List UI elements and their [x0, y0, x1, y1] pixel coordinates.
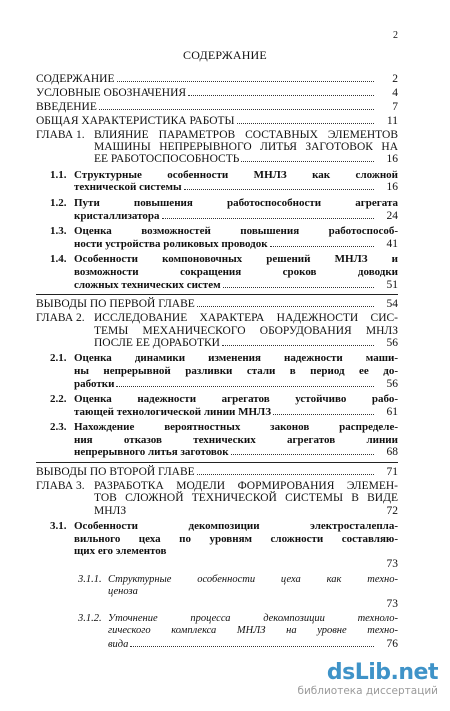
subsection-title-line: ценоза — [108, 585, 138, 597]
section-title-line: вильного цеха по уровням сложности составляю- — [74, 532, 398, 545]
chapter-title-line: ИССЛЕДОВАНИЕ ХАРАКТЕРА НАДЕЖНОСТИ СИС- — [94, 312, 398, 325]
section-page: 24 — [386, 209, 398, 222]
section-2-2[interactable] — [36, 393, 398, 418]
section-title-line: возможности сокращения сроков доводки — [74, 266, 398, 278]
dot-leader — [188, 95, 374, 96]
chapter-title-line: ЕЕ РАБОТОСПОСОБНОСТЬ — [94, 153, 240, 166]
subsection-page: 76 — [386, 637, 398, 650]
section-title-line: технической системы — [74, 181, 182, 194]
toc-entry-conclusions-2[interactable] — [36, 466, 398, 478]
dot-leader — [197, 306, 374, 307]
chapter-title-line: МНЛЗ — [94, 504, 127, 517]
section-number: 2.2. — [50, 393, 67, 406]
chapter-title-line: РАЗРАБОТКА МОДЕЛИ ФОРМИРОВАНИЯ ЭЛЕМЕН- — [94, 479, 398, 492]
chapter-number: ГЛАВА 1. — [36, 128, 85, 141]
dot-leader — [223, 287, 374, 288]
section-page: 73 — [386, 557, 398, 570]
chapter-2[interactable] — [36, 312, 398, 349]
section-title-line: ности устройства роликовых проводок — [74, 237, 268, 250]
toc-entry-page: 54 — [386, 298, 398, 311]
toc-entry-page: 11 — [386, 114, 398, 127]
section-number: 1.2. — [50, 197, 67, 210]
dot-leader — [222, 345, 374, 346]
dot-leader — [270, 246, 374, 247]
subsection-title-line: вида — [108, 638, 129, 650]
section-title-line: Оценка возможностей повышения работоспособ- — [74, 225, 398, 238]
watermark-logo: dsLib.net — [326, 660, 438, 685]
chapter-number: ГЛАВА 3. — [36, 479, 85, 492]
dot-leader — [116, 386, 374, 387]
section-number: 3.1. — [50, 520, 67, 533]
toc-entry-page: 4 — [392, 86, 398, 99]
chapter-title-line: МАШИНЫ НЕПРЕРЫВНОГО ЛИТЬЯ ЗАГОТОВОК НА — [94, 141, 398, 154]
toc-entry-label: ВЫВОДЫ ПО ВТОРОЙ ГЛАВЕ — [36, 466, 195, 479]
section-title-line: непрерывного литья заготовок — [74, 446, 229, 459]
chapter-page: 16 — [386, 153, 398, 166]
dot-leader — [237, 123, 374, 124]
section-page: 61 — [386, 405, 398, 418]
section-page: 56 — [386, 377, 398, 390]
section-title-line: Особенности декомпозиции электросталепла- — [74, 520, 398, 533]
toc-entry-label: ВВЕДЕНИЕ — [36, 100, 97, 113]
chapter-page: 72 — [386, 504, 398, 517]
section-1-3[interactable] — [36, 225, 398, 250]
toc-entry-page: 7 — [392, 100, 398, 113]
divider — [36, 462, 398, 463]
section-title-line: Оценка надежности агрегатов устойчиво рабо- — [74, 393, 398, 406]
dot-leader — [117, 81, 374, 82]
watermark-subtitle: библиотека диссертаций — [297, 685, 438, 697]
toc-entry-label: ОБЩАЯ ХАРАКТЕРИСТИКА РАБОТЫ — [36, 114, 235, 127]
toc-entry-page: 71 — [386, 466, 398, 479]
section-page: 16 — [386, 181, 398, 194]
toc-entry-label: УСЛОВНЫЕ ОБОЗНАЧЕНИЯ — [36, 86, 187, 99]
section-page: 51 — [386, 278, 398, 291]
chapter-page: 56 — [386, 336, 398, 349]
section-title-line: работки — [74, 377, 115, 390]
section-title-line: Особенности компоновочных решений МНЛЗ и — [74, 253, 398, 266]
section-2-1[interactable] — [36, 352, 398, 390]
section-title-line: кристаллизатора — [74, 209, 160, 222]
table-of-contents — [36, 73, 398, 651]
subsection-3-1-2[interactable] — [36, 613, 398, 651]
dot-leader — [197, 474, 374, 475]
dot-leader — [241, 161, 374, 162]
section-2-3[interactable] — [36, 421, 398, 459]
chapter-number: ГЛАВА 2. — [36, 312, 85, 325]
subsection-3-1-1[interactable] — [36, 574, 398, 611]
page-title: СОДЕРЖАНИЕ — [183, 48, 267, 62]
toc-entry-conclusions-1[interactable] — [36, 298, 398, 310]
dot-leader — [273, 414, 374, 415]
subsection-title-line: Уточнение процесса декомпозиции техноло- — [108, 613, 398, 625]
section-title-line: ния отказов технических агрегатов линии — [74, 433, 398, 446]
toc-entry[interactable] — [36, 115, 398, 127]
section-title-line: тающей технологической линии МНЛЗ — [74, 405, 272, 418]
chapter-title-line: ВЛИЯНИЕ ПАРАМЕТРОВ СОСТАВНЫХ ЭЛЕМЕНТОВ — [94, 128, 398, 141]
section-3-1[interactable] — [36, 520, 398, 570]
toc-entry-label: ВЫВОДЫ ПО ПЕРВОЙ ГЛАВЕ — [36, 298, 195, 311]
section-title-line: Оценка динамики изменения надежности маши- — [74, 352, 398, 365]
section-title-line: Пути повышения работоспособности агрегата — [74, 197, 398, 210]
toc-entry-page: 2 — [392, 73, 398, 85]
section-1-2[interactable] — [36, 197, 398, 222]
subsection-title-line: Структурные особенности цеха как техно- — [108, 573, 398, 585]
section-title-line: Структурные особенности МНЛЗ как сложной — [74, 168, 398, 181]
section-number: 1.3. — [50, 225, 67, 238]
section-number: 1.4. — [50, 253, 67, 266]
section-number: 2.1. — [50, 352, 67, 365]
dot-leader — [99, 109, 374, 110]
section-number: 2.3. — [50, 421, 67, 434]
chapter-title-line: ПОСЛЕ ЕЕ ДОРАБОТКИ — [94, 336, 220, 349]
section-title-line: ны непрерывной разливки стали в период ее до- — [74, 364, 398, 377]
divider — [36, 294, 398, 295]
subsection-number: 3.1.2. — [78, 613, 102, 625]
section-1-4[interactable] — [36, 253, 398, 291]
section-title-line: Нахождение вероятностных законов распределе- — [74, 421, 398, 434]
toc-entry[interactable] — [36, 87, 398, 99]
subsection-number: 3.1.1. — [78, 573, 102, 585]
dot-leader — [130, 646, 374, 647]
dot-leader — [162, 218, 374, 219]
subsection-page: 73 — [386, 597, 398, 610]
chapter-3[interactable] — [36, 480, 398, 517]
toc-entry[interactable] — [36, 101, 398, 113]
toc-entry[interactable] — [36, 73, 398, 85]
subsection-title-line: гического комплекса МНЛЗ на уровне техно- — [108, 625, 398, 637]
dot-leader — [231, 454, 374, 455]
page-number: 2 — [393, 30, 398, 41]
section-title-line: щих его элементов — [74, 545, 167, 558]
section-page: 41 — [386, 237, 398, 250]
section-title-line: сложных технических систем — [74, 278, 221, 291]
chapter-title-line: ТЕМЫ МЕХАНИЧЕСКОГО ОБОРУДОВАНИЯ МНЛЗ — [94, 324, 398, 337]
section-page: 68 — [386, 446, 398, 459]
toc-entry-label: СОДЕРЖАНИЕ — [36, 73, 115, 85]
section-1-1[interactable] — [36, 169, 398, 194]
watermark — [297, 662, 438, 697]
chapter-1[interactable] — [36, 129, 398, 166]
section-number: 1.1. — [50, 168, 67, 181]
dot-leader — [184, 189, 374, 190]
chapter-title-line: ТОВ СЛОЖНОЙ ТЕХНИЧЕСКОЙ СИСТЕМЫ В ВИДЕ — [94, 492, 398, 505]
